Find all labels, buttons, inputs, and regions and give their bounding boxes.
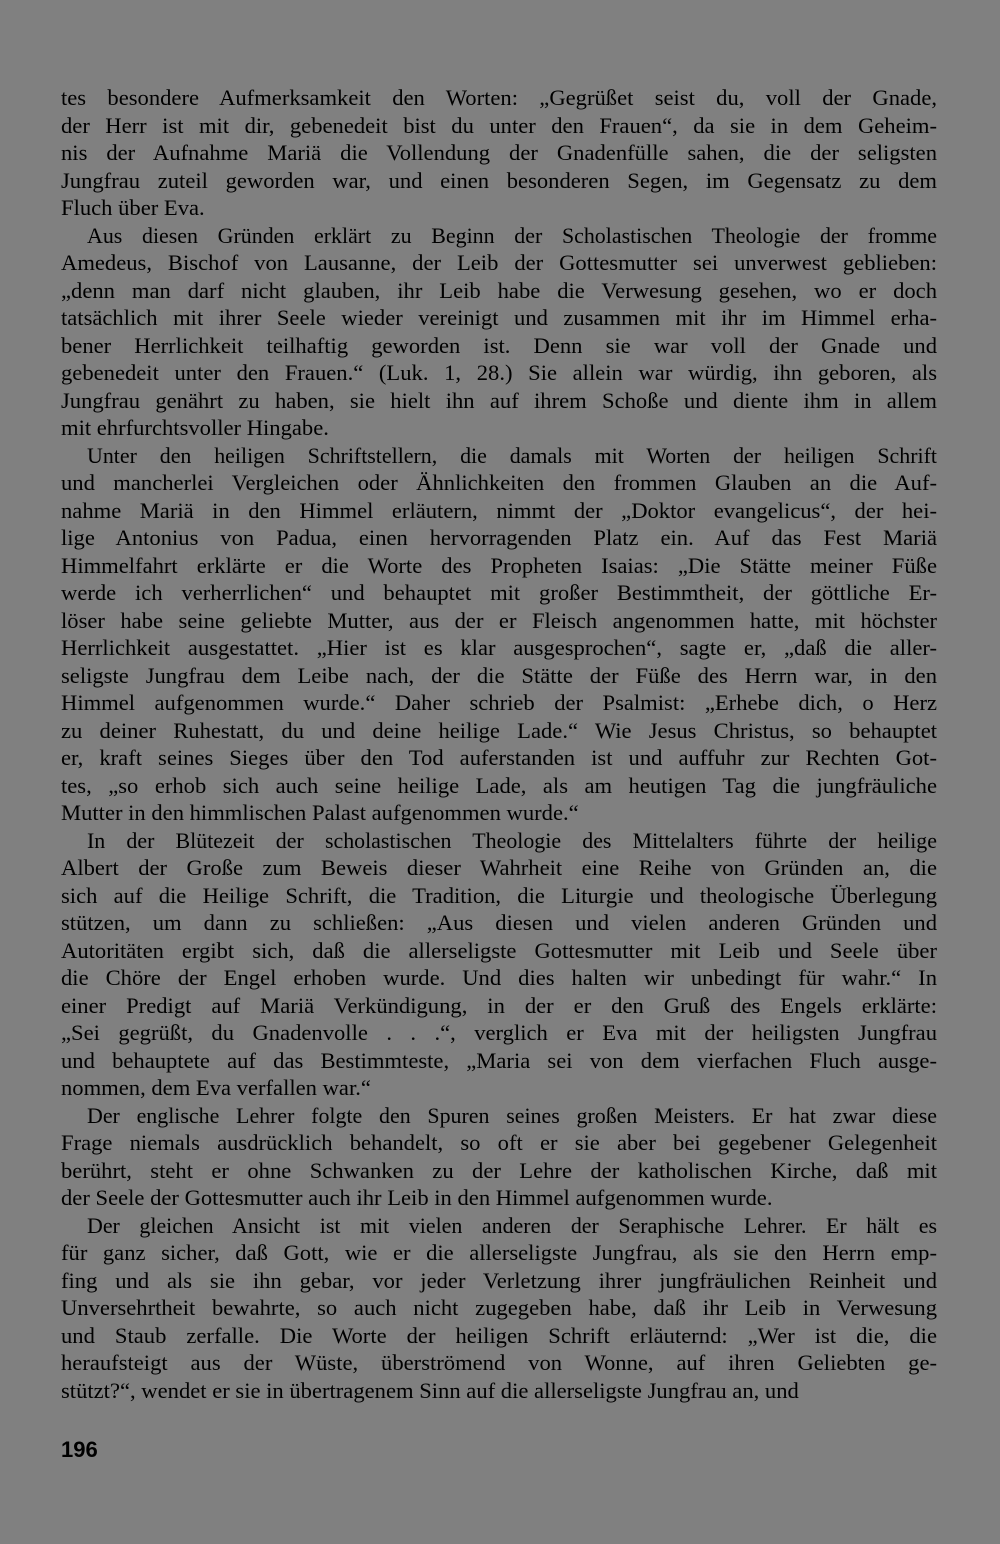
text-line: bener Herrlichkeit teilhaftig geworden ist. Denn sie war voll der Gnade und <box>61 332 937 358</box>
text-line: und Staub zerfalle. Die Worte der heiligen Schrift erläuternd: „Wer ist die, die <box>61 1322 937 1348</box>
text-line: einer Predigt auf Mariä Verkündigung, in der er den Gruß des Engels erklärte: <box>61 992 937 1018</box>
text-line: löser habe seine geliebte Mutter, aus der er Fleisch angenommen hatte, mit höchster <box>61 607 937 633</box>
page-number: 196 <box>61 1437 98 1462</box>
paragraph-2 <box>61 222 937 442</box>
text-line: tes, „so erhob sich auch seine heilige Lade, als am heutigen Tag die jungfräuliche <box>61 772 937 798</box>
text-line: heraufsteigt aus der Wüste, überströmend von Wonne, auf ihren Geliebten ge- <box>61 1350 937 1375</box>
text-line: tatsächlich mit ihrer Seele wieder vereinigt und zusammen mit ihr im Himmel erha- <box>61 305 937 330</box>
text-line: Unter den heiligen Schriftstellern, die damals mit Worten der heiligen Schrift <box>87 442 937 468</box>
text-line: „denn man darf nicht glauben, ihr Leib habe die Verwesung gesehen, wo er doch <box>61 277 937 303</box>
text-line: stützt?“, wendet er sie in übertragenem Sinn auf die allerseligste Jungfrau an, und <box>61 1377 799 1403</box>
text-line: Aus diesen Gründen erklärt zu Beginn der Scholastischen Theologie der fromme <box>87 222 937 248</box>
text-line: Amedeus, Bischof von Lausanne, der Leib der Gottesmutter sei unverwest geblieben: <box>61 250 937 275</box>
text-line: Jungfrau genährt zu haben, sie hielt ihn auf ihrem Schoße und diente ihm in allem <box>61 387 937 413</box>
text-line: der Herr ist mit dir, gebenedeit bist du unter den Frauen“, da sie in dem Geheim- <box>61 112 937 138</box>
text-line: nommen, dem Eva verfallen war.“ <box>61 1075 371 1100</box>
text-line: nahme Mariä in den Himmel erläutern, nimmt der „Doktor evangelicus“, der hei- <box>61 497 937 523</box>
text-line: Herrlichkeit ausgestattet. „Hier ist es klar ausgesprochen“, sagte er, „daß die aller- <box>61 635 937 660</box>
text-line: nis der Aufnahme Mariä die Vollendung der Gnadenfülle sahen, die der seligsten <box>61 140 937 165</box>
text-line: seligste Jungfrau dem Leibe nach, der die Stätte der Füße des Herrn war, in den <box>61 662 937 688</box>
text-line: fing und als sie ihn gebar, vor jeder Verletzung ihrer jungfräulichen Reinheit und <box>61 1267 937 1293</box>
text-line: und behauptete auf das Bestimmteste, „Maria sei von dem vierfachen Fluch ausge- <box>61 1047 937 1073</box>
text-line: und mancherlei Vergleichen oder Ähnlichkeiten den frommen Glauben an die Auf- <box>61 470 937 495</box>
text-line: sich auf die Heilige Schrift, die Tradition, die Liturgie und theologische Überlegung <box>61 882 937 908</box>
text-line: er, kraft seines Sieges über den Tod auferstanden ist und auffuhr zur Rechten Got- <box>61 745 937 770</box>
paragraph-6 <box>61 1212 937 1405</box>
text-line: „Sei gegrüßt, du Gnadenvolle . . .“, verglich er Eva mit der heiligsten Jungfrau <box>61 1020 937 1045</box>
text-line: berührt, steht er ohne Schwanken zu der Lehre der katholischen Kirche, daß mit <box>61 1157 937 1183</box>
text-line: Fluch über Eva. <box>61 195 205 220</box>
text-line: werde ich verherrlichen“ und behauptet mit großer Bestimmtheit, der göttliche Er- <box>61 580 937 605</box>
text-line: der Seele der Gottesmutter auch ihr Leib in den Himmel aufgenommen wurde. <box>61 1185 773 1210</box>
paragraph-1 <box>61 84 937 222</box>
text-line: tes besondere Aufmerksamkeit den Worten: „Gegrüßet seist du, voll der Gnade, <box>61 85 937 110</box>
text-line: die Chöre der Engel erhoben wurde. Und dies halten wir unbedingt für wahr.“ In <box>61 965 937 990</box>
text-line: Unversehrtheit bewahrte, so auch nicht zugegeben habe, daß ihr Leib in Verwesung <box>61 1295 937 1320</box>
text-line: gebenedeit unter den Frauen.“ (Luk. 1, 28.) Sie allein war würdig, ihn geboren, als <box>61 360 937 385</box>
text-line: In der Blütezeit der scholastischen Theologie des Mittelalters führte der heilige <box>87 827 937 853</box>
text-line: Frage niemals ausdrücklich behandelt, so oft er sie aber bei gegebener Gelegenheit <box>61 1130 937 1155</box>
text-line: Mutter in den himmlischen Palast aufgenommen wurde.“ <box>61 800 579 825</box>
text-line: Der englische Lehrer folgte den Spuren seines großen Meisters. Er hat zwar diese <box>87 1102 937 1128</box>
paragraph-3 <box>61 442 937 827</box>
text-line: zu deiner Ruhestatt, du und deine heilige Lade.“ Wie Jesus Christus, so behauptet <box>61 717 937 743</box>
text-line: Albert der Große zum Beweis dieser Wahrheit eine Reihe von Gründen an, die <box>61 855 937 880</box>
text-line: Jungfrau zuteil geworden war, und einen besonderen Segen, im Gegensatz zu dem <box>61 167 937 193</box>
text-line: mit ehrfurchtsvoller Hingabe. <box>61 415 329 440</box>
text-line: Himmelfahrt erklärte er die Worte des Propheten Isaias: „Die Stätte meiner Füße <box>61 552 937 578</box>
text-line: stützen, um dann zu schließen: „Aus diesen und vielen anderen Gründen und <box>61 910 937 935</box>
text-line: für ganz sicher, daß Gott, wie er die allerseligste Jungfrau, als sie den Herrn emp- <box>61 1240 937 1265</box>
text-line: Der gleichen Ansicht ist mit vielen anderen der Seraphische Lehrer. Er hält es <box>87 1212 937 1238</box>
text-line: Himmel aufgenommen wurde.“ Daher schrieb der Psalmist: „Erhebe dich, o Herz <box>61 690 937 715</box>
paragraph-4 <box>61 827 937 1102</box>
text-line: Autoritäten ergibt sich, daß die allerseligste Gottesmutter mit Leib und Seele über <box>61 937 937 963</box>
text-line: lige Antonius von Padua, einen hervorragenden Platz ein. Auf das Fest Mariä <box>61 525 937 550</box>
page-body <box>61 84 937 1404</box>
paragraph-5 <box>61 1102 937 1212</box>
